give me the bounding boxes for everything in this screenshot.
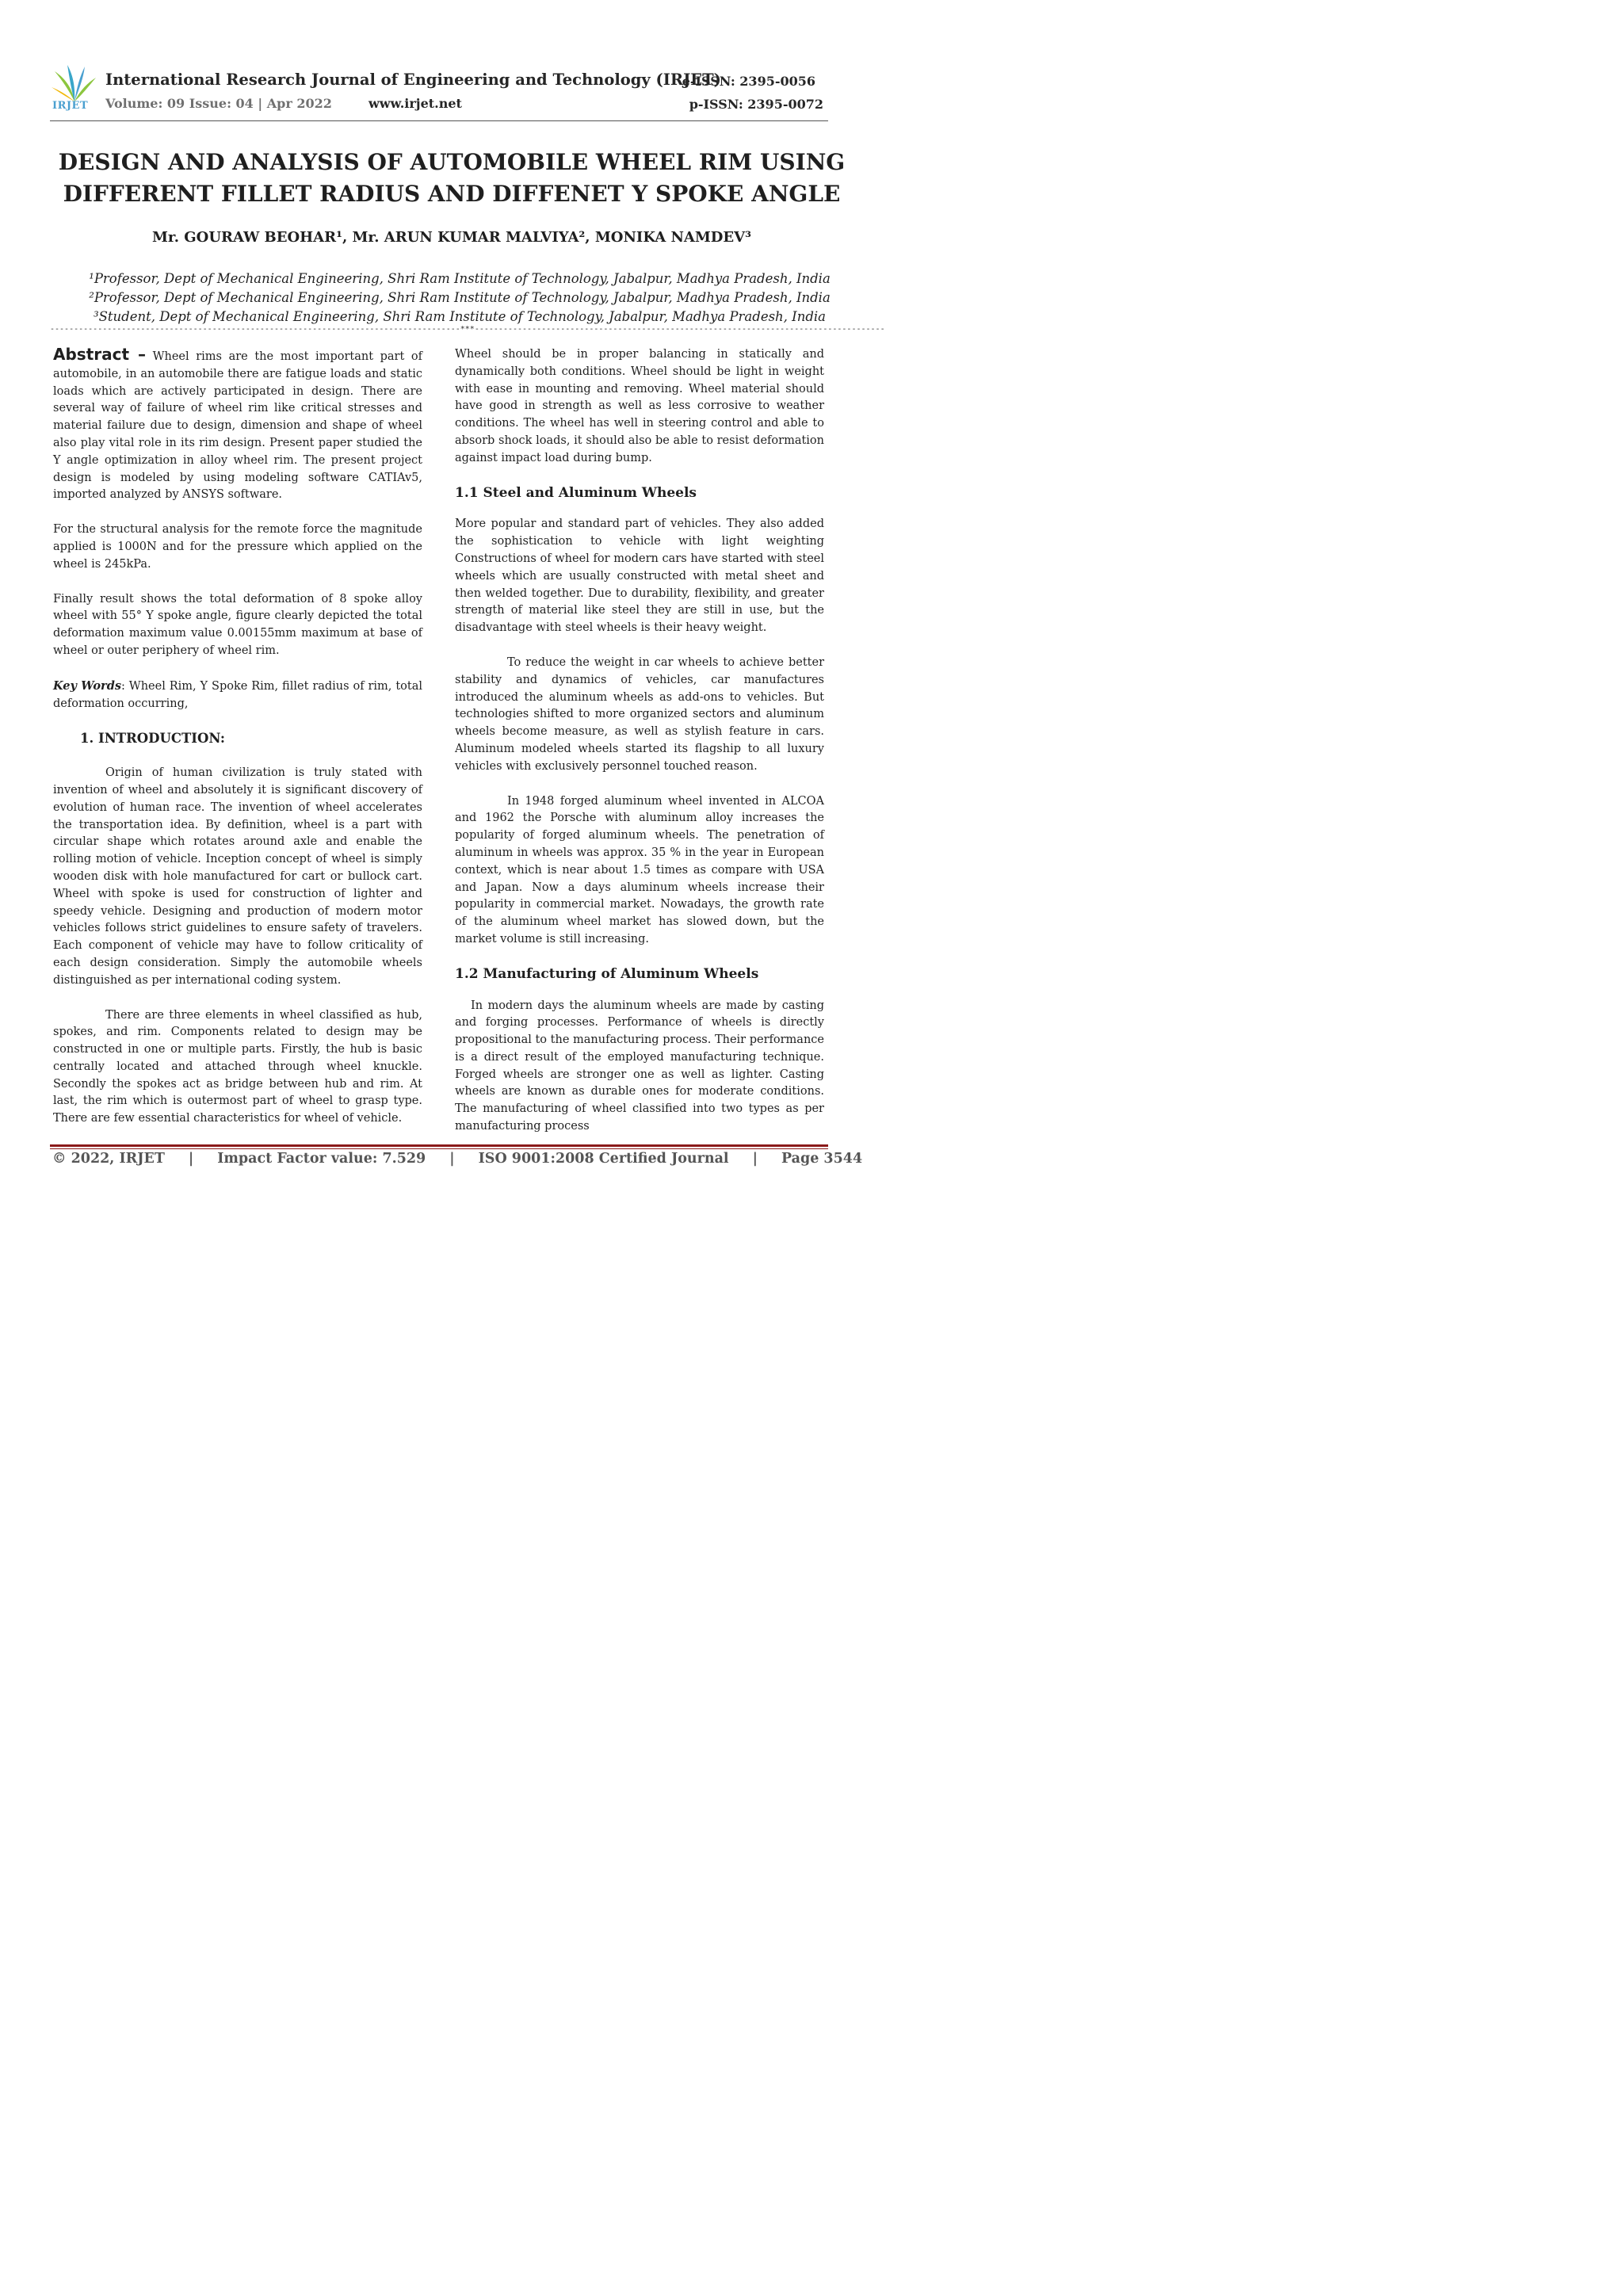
result-paragraph: Finally result shows the total deformation of 8 spoke alloy wheel with 55° Y spoke angle, figure clearly depicted the total deformation maximum value 0.00155mm maximum at base of wheel or outer periphery of wheel rim. — [53, 592, 422, 657]
section-1-1-heading: 1.1 Steel and Aluminum Wheels — [455, 484, 697, 501]
section-1-1-paragraph-3: In 1948 forged aluminum wheel invented in ALCOA and 1962 the Porsche with aluminum alloy increases the popularity of forged aluminum wheels. The penetration of aluminum in wheels was approx. 35 % in the year in European context, which is near about 1.5 times as compare with USA and Japan. Now a days aluminum wheels increase their popularity in commercial market. Nowadays, the growth rate of the aluminum wheel market has slowed down, but the market volume is still increasing. — [455, 794, 824, 946]
volume-issue: Volume: 09 Issue: 04 | Apr 2022 — [105, 96, 332, 111]
divider-dashes-left: -------------------------------------------------------------------------------------- — [50, 325, 460, 334]
logo-text: IRJET — [52, 100, 89, 112]
p-issn: p-ISSN: 2395-0072 — [689, 97, 823, 112]
divider-mark: *** — [460, 325, 475, 334]
right-column — [455, 346, 824, 1153]
page-footer — [52, 1151, 863, 1167]
journal-website[interactable]: www.irjet.net — [369, 96, 462, 111]
footer-separator: | — [449, 1151, 455, 1167]
keywords-paragraph — [53, 678, 422, 713]
footer-page-number: Page 3544 — [781, 1151, 863, 1167]
paper-title-line-2: DIFFERENT FILLET RADIUS AND DIFFENET Y SPOKE ANGLE — [63, 181, 841, 207]
affiliation-3: ³Student, Dept of Mechanical Engineering, Shri Ram Institute of Technology, Jabalpur, Madhya Pradesh, India — [94, 309, 826, 324]
section-1-2-heading: 1.2 Manufacturing of Aluminum Wheels — [455, 965, 759, 982]
paper-title — [48, 147, 856, 210]
footer-separator: | — [752, 1151, 758, 1167]
intro-paragraph-2: There are three elements in wheel classified as hub, spokes, and rim. Components related to design may be constructed in one or multiple parts. Firstly, the hub is basic centrally located and attached through wheel knuckle. Secondly the spokes act as bridge between hub and rim. At last, the rim which is outermost part of wheel to grasp type. There are few essential characteristics for wheel of vehicle. — [53, 1008, 422, 1125]
footer-iso: ISO 9001:2008 Certified Journal — [478, 1151, 729, 1167]
structural-paragraph: For the structural analysis for the remote force the magnitude applied is 1000N and for the pressure which applied on the wheel is 245kPa. — [53, 523, 422, 571]
left-column — [53, 346, 422, 1145]
affiliation-2: ²Professor, Dept of Mechanical Engineering, Shri Ram Institute of Technology, Jabalpur, Madhya Pradesh, India — [89, 290, 831, 305]
introduction-heading: 1. INTRODUCTION: — [80, 731, 225, 747]
section-1-1-paragraph-2: To reduce the weight in car wheels to achieve better stability and dynamics of vehicles, car manufactures introduced the aluminum wheels as add-ons to vehicles. But technologies shifted to more organized sectors and aluminum wheels become measure, as well as stylish feature in cars. Aluminum modeled wheels started its flagship to all luxury vehicles with exclusively personnel touched reason. — [455, 655, 824, 773]
footer-separator: | — [188, 1151, 194, 1167]
footer-rule-thin — [50, 1148, 828, 1149]
e-issn: e-ISSN: 2395-0056 — [682, 74, 815, 89]
intro-paragraph-1: Origin of human civilization is truly stated with invention of wheel and absolutely it is significant discovery of evolution of human race. The invention of wheel accelerates the transportation idea. By definition, wheel is a part with circular shape which rotates around axle and enable the rolling motion of vehicle. Inception concept of wheel is simply wooden disk with hole manufactured for cart or bullock cart. Wheel with spoke is used for construction of lighter and speedy vehicle. Designing and production of modern motor vehicles follows strict guidelines to ensure safety of travelers. Each component of vehicle may have to follow criticality of each design consideration. Simply the automobile wheels distinguished as per international coding system. — [53, 766, 422, 987]
keywords-text: : Wheel Rim, Y Spoke Rim, fillet radius of rim, total deformation occurring, — [53, 679, 422, 710]
logo-leaf-icon — [50, 63, 99, 103]
abstract-label: Abstract – — [53, 345, 146, 364]
section-divider — [50, 325, 885, 334]
footer-copyright: © 2022, IRJET — [52, 1151, 165, 1167]
abstract-paragraph — [53, 346, 422, 504]
divider-dashes-right: -------------------------------------------------------------------------------------- — [474, 325, 885, 334]
paper-title-line-1: DESIGN AND ANALYSIS OF AUTOMOBILE WHEEL RIM USING — [58, 149, 846, 175]
section-1-1-paragraph-1: More popular and standard part of vehicles. They also added the sophistication to vehicle with light weighting Constructions of wheel for modern cars have started with steel wheels which are usually constructed with metal sheet and then welded together. Due to durability, flexibility, and greater strength of material like steel they are still in use, but the disadvantage with steel wheels is their heavy weight. — [455, 518, 824, 635]
keywords-label: Key Words — [53, 678, 121, 693]
section-1-2-paragraph-1: In modern days the aluminum wheels are made by casting and forging processes. Performance of wheels is directly propositional to the manufacturing process. Their performance is a direct result of the employed manufacturing technique. Forged wheels are stronger one as well as lighter. Casting wheels are known as durable ones for moderate conditions. The manufacturing of wheel classified into two types as per manufacturing process — [455, 999, 824, 1133]
footer-rule-thick — [50, 1144, 828, 1147]
journal-title: International Research Journal of Engineering and Technology (IRJET) — [105, 71, 721, 89]
paper-authors: Mr. GOURAW BEOHAR¹, Mr. ARUN KUMAR MALVIYA², MONIKA NAMDEV³ — [152, 229, 751, 246]
abstract-text: Wheel rims are the most important part of automobile, in an automobile there are fatigue loads and static loads which are actively participated in design. There are several way of failure of wheel rim like critical stresses and material failure due to design, dimension and shape of wheel also play vital role in its rim design. Present paper studied the Y angle optimization in alloy wheel rim. The present project design is modeled by using modeling software CATIAv5, imported analyzed by ANSYS software. — [53, 350, 423, 502]
wheel-characteristics-paragraph: Wheel should be in proper balancing in statically and dynamically both conditions. Wheel should be light in weight with ease in mounting and removing. Wheel material should have good in strength as well as less corrosive to weather conditions. The wheel has well in steering control and able to absorb shock loads, it should also be able to resist deformation against impact load during bump. — [455, 348, 824, 464]
affiliation-1: ¹Professor, Dept of Mechanical Engineering, Shri Ram Institute of Technology, Jabalpur, Madhya Pradesh, India — [89, 271, 831, 286]
header-rule — [50, 120, 828, 121]
footer-impact-factor: Impact Factor value: 7.529 — [217, 1151, 426, 1167]
